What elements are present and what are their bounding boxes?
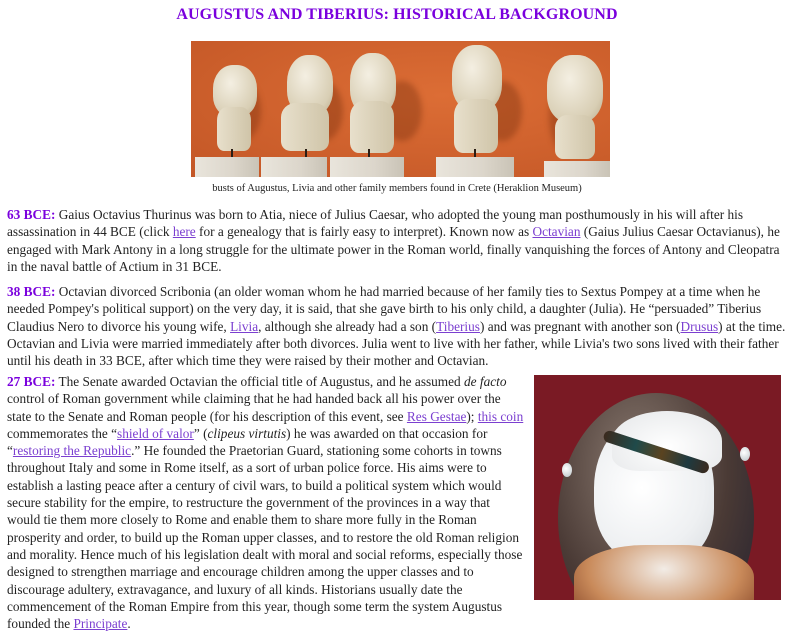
this-coin-link[interactable]: this coin: [477, 408, 524, 424]
section-27bce: 27 BCE: The Senate awarded Octavian the official title of Augustus, and he assumed de facto control of Roman government while claiming that he had handed back all his power over the state to the Senate and Roman people (for his description of this event, see Res Gestae); this coin commemorates the “shield of valor” (clipeus virtutis) he was awarded on that occasion for “restoring the Republic.” He founded the Praetorian Guard, stationing some cohorts in towns throughout Italy and some in Rome itself, as a sort of urban police force. His aims were to establish a lasting peace after a century of civil wars, to build a political system which would secure stability for the empire, to restructure the government of the provinces in a way that would tie them more closely to Rome and enable them to share more fully in the Roman prosperity and order, to build up the Roman upper classes, and to restore the old Roman religion and morality. Hence much of his legislation dealt with moral and social reforms, especially those designed to strengthen marriage and encourage children among the upper classes and to discourage adultery, extravagance, and luxury of all kinds. Historians usually date the commencement of the Roman Empire from this year, though some term the system Augustus founded the Principate.: [7, 374, 524, 632]
drusus-link[interactable]: Drusus: [680, 318, 719, 334]
tiberius-link[interactable]: Tiberius: [436, 318, 480, 334]
octavian-link[interactable]: Octavian: [532, 224, 581, 240]
crystal-mount: [562, 463, 572, 477]
bust-figure: [541, 41, 610, 177]
section-63bce: 63 BCE: Gaius Octavius Thurinus was born to Atia, niece of Julius Caesar, who adopted the young man posthumously in his will after his assassination in 44 BCE (click here for a genealogy that is fairly easy to interpret). Known now as Octavian (Gaius Julius Caesar Octavianus), he engaged with Mark Antony in a long struggle for the ultimate power in the Roman world, finally vanquishing the forces of Antony and Cleopatra in the naval battle of Actium in 31 BCE.: [7, 207, 780, 274]
restoring-republic-link[interactable]: restoring the Republic: [12, 443, 132, 459]
pedestal: [261, 157, 327, 177]
busts-image: [191, 41, 610, 177]
busts-caption: busts of Augustus, Livia and other family members found in Crete (Heraklion Museum): [212, 183, 582, 194]
principate-link[interactable]: Principate: [73, 616, 128, 632]
augustus-cameo-image: [534, 375, 781, 600]
pedestal: [195, 157, 259, 177]
date-label: 63 BCE:: [7, 207, 56, 222]
pedestal: [330, 157, 404, 177]
genealogy-link[interactable]: here: [172, 224, 196, 240]
crystal-mount: [740, 447, 750, 461]
date-label: 27 BCE:: [7, 374, 56, 389]
section-38bce: 38 BCE: Octavian divorced Scribonia (an older woman whom he had married because of her family ties to Sextus Pompey at a time when he needed Pompey's political support) on the very day, it is said, that she gave birth to his only child, a daughter (Julia). He “persuaded” Tiberius Claudius Nero to divorce his young wife, Livia, although she already had a son (Tiberius) and was pregnant with another son (Drusus) at the time. Octavian and Livia were married immediately after both divorces. Julia went to live with her father, while Livia's two sons lived with their father until his death in 33 BCE, after which time they were raised by their mother and Octavian.: [7, 284, 786, 369]
page-title: AUGUSTUS AND TIBERIUS: HISTORICAL BACKGROUND: [176, 6, 618, 23]
cameo-body: [574, 545, 754, 600]
pedestal: [436, 157, 514, 177]
pedestal: [544, 161, 610, 177]
shield-of-valor-link[interactable]: shield of valor: [117, 425, 194, 441]
date-label: 38 BCE:: [7, 284, 56, 299]
res-gestae-link[interactable]: Res Gestae: [406, 408, 467, 424]
livia-link[interactable]: Livia: [230, 318, 259, 334]
